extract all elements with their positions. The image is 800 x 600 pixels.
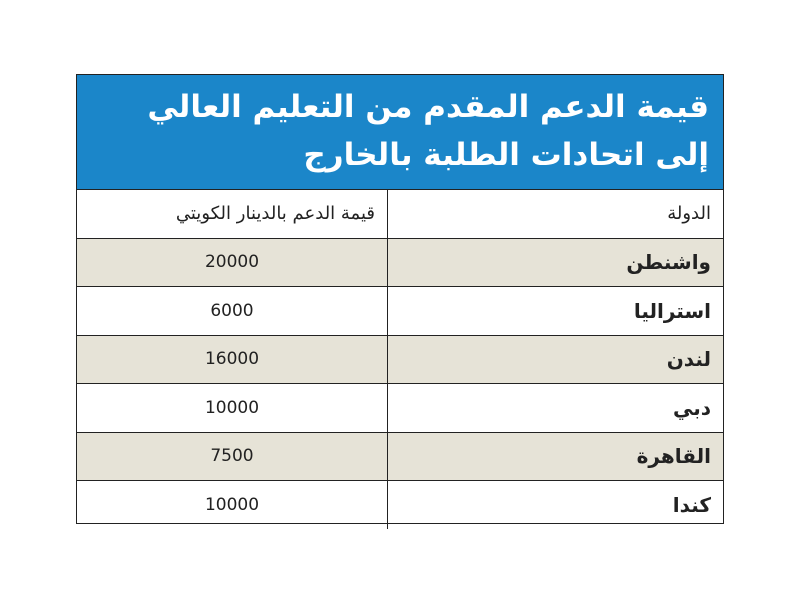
- table-row: [77, 432, 723, 481]
- row-value: 10000: [77, 481, 388, 529]
- table-row: [77, 384, 723, 433]
- row-country: القاهرة: [388, 432, 724, 481]
- row-country: استراليا: [388, 287, 724, 336]
- row-country: واشنطن: [388, 238, 724, 287]
- title-line-1: قيمة الدعم المقدم من التعليم العالي: [147, 89, 709, 125]
- row-value: 6000: [77, 287, 388, 336]
- table-row: [77, 335, 723, 384]
- support-table-card: [76, 74, 724, 524]
- row-country: لندن: [388, 335, 724, 384]
- table-row: [77, 238, 723, 287]
- row-value: 10000: [77, 384, 388, 433]
- row-country: كندا: [388, 481, 724, 529]
- row-value: 16000: [77, 335, 388, 384]
- table-header-row: [77, 190, 723, 238]
- header-value: قيمة الدعم بالدينار الكويتي: [175, 203, 375, 225]
- table-row: [77, 287, 723, 336]
- title-line-2: إلى اتحادات الطلبة بالخارج: [303, 137, 709, 173]
- row-country: دبي: [388, 384, 724, 433]
- title-banner: [77, 75, 723, 190]
- table-row: [77, 481, 723, 529]
- support-table: [77, 190, 723, 529]
- header-country: الدولة: [388, 190, 724, 238]
- row-value: 20000: [77, 238, 388, 287]
- row-value: 7500: [77, 432, 388, 481]
